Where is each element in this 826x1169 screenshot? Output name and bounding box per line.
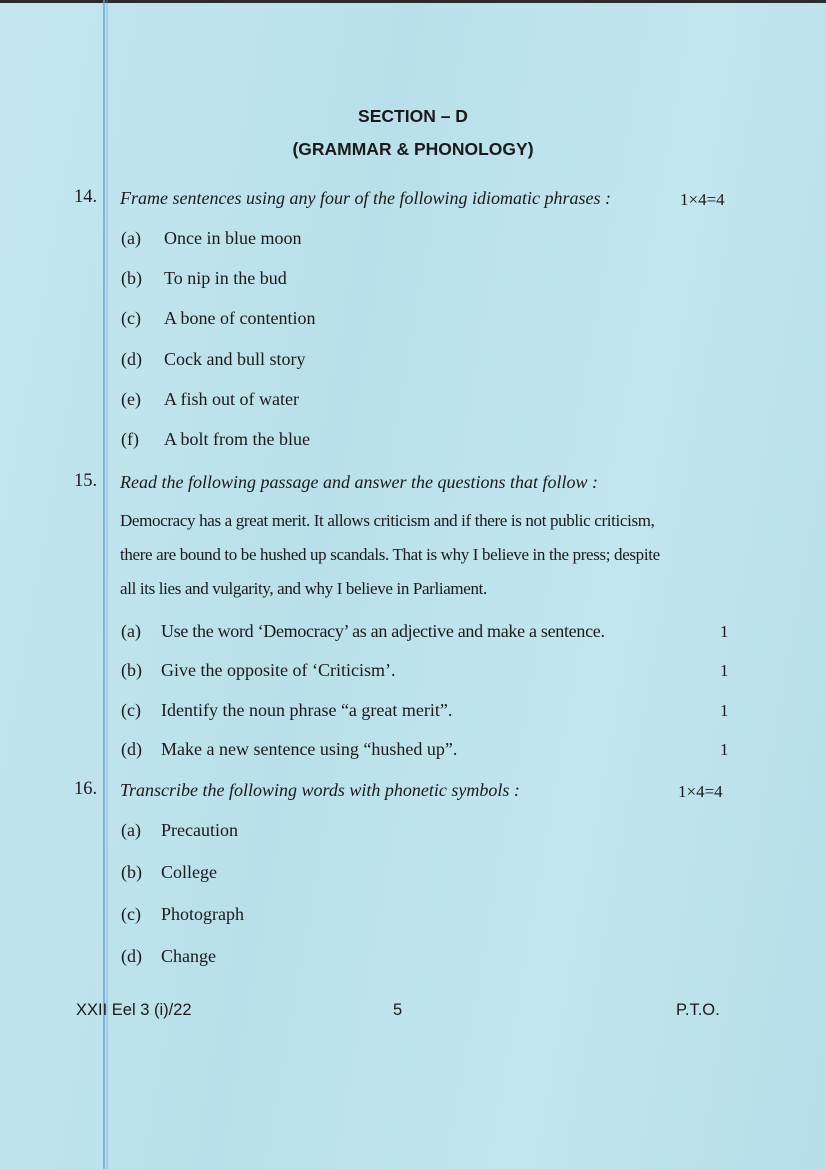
q15-item-c-letter: (c): [121, 700, 141, 720]
footer-pto: P.T.O.: [676, 1001, 720, 1019]
q14-item-b-letter: (b): [121, 268, 142, 288]
q16-item-a-letter: (a): [121, 820, 141, 840]
q15-item-d-letter: (d): [121, 739, 142, 759]
q16-item-b-letter: (b): [121, 862, 142, 882]
q16-item-c-text: Photograph: [161, 904, 244, 924]
question-14-marks: 1×4=4: [680, 190, 725, 209]
section-subtitle: (GRAMMAR & PHONOLOGY): [292, 139, 534, 159]
question-15-instruction: Read the following passage and answer the questions that follow :: [120, 472, 598, 492]
question-14-instruction: Frame sentences using any four of the following idiomatic phrases :: [120, 188, 611, 208]
question-15-number: 15.: [74, 471, 98, 491]
q15-item-a-text: Use the word ‘Democracy’ as an adjective and make a sentence.: [161, 621, 605, 641]
question-16-number: 16.: [74, 779, 98, 799]
q14-item-d-text: Cock and bull story: [164, 349, 306, 369]
passage-line-1: Democracy has a great merit. It allows criticism and if there is not public criticism,: [120, 511, 655, 530]
margin-line-left: [103, 0, 105, 1169]
q16-item-a-text: Precaution: [161, 820, 238, 840]
q15-item-b-marks: 1: [720, 661, 729, 680]
q15-item-a-marks: 1: [720, 622, 729, 641]
q15-item-d-text: Make a new sentence using “hushed up”.: [161, 739, 458, 759]
margin-line-left-shadow: [106, 0, 108, 1169]
q15-item-a-letter: (a): [121, 621, 141, 641]
q14-item-a-letter: (a): [121, 228, 141, 248]
q15-item-c-marks: 1: [720, 701, 729, 720]
q15-item-b-text: Give the opposite of ‘Criticism’.: [161, 660, 396, 680]
footer-page-number: 5: [393, 1001, 403, 1019]
q16-item-c-letter: (c): [121, 904, 141, 924]
q14-item-d-letter: (d): [121, 349, 142, 369]
scan-top-edge: [0, 0, 826, 3]
passage-line-2: there are bound to be hushed up scandals. That is why I believe in the press; despite: [120, 545, 660, 564]
q16-item-d-letter: (d): [121, 946, 142, 966]
q14-item-c-letter: (c): [121, 308, 141, 328]
q15-item-d-marks: 1: [720, 740, 729, 759]
q14-item-f-text: A bolt from the blue: [164, 429, 310, 449]
q15-item-b-letter: (b): [121, 660, 142, 680]
q14-item-e-letter: (e): [121, 389, 141, 409]
passage: [120, 504, 760, 606]
question-16-marks: 1×4=4: [678, 782, 723, 801]
section-title: SECTION – D: [358, 106, 468, 126]
question-16-instruction: Transcribe the following words with phonetic symbols :: [120, 780, 520, 800]
q14-item-a-text: Once in blue moon: [164, 228, 302, 248]
q14-item-b-text: To nip in the bud: [164, 268, 287, 288]
question-14-number: 14.: [74, 187, 98, 207]
q14-item-e-text: A fish out of water: [164, 389, 299, 409]
q15-item-c-text: Identify the noun phrase “a great merit”.: [161, 700, 453, 720]
q16-item-d-text: Change: [161, 946, 216, 966]
q14-item-c-text: A bone of contention: [164, 308, 316, 328]
passage-line-3: all its lies and vulgarity, and why I believe in Parliament.: [120, 579, 487, 598]
q16-item-b-text: College: [161, 862, 217, 882]
footer-exam-code: XXII Eel 3 (i)/22: [76, 1001, 192, 1019]
q14-item-f-letter: (f): [121, 429, 139, 449]
